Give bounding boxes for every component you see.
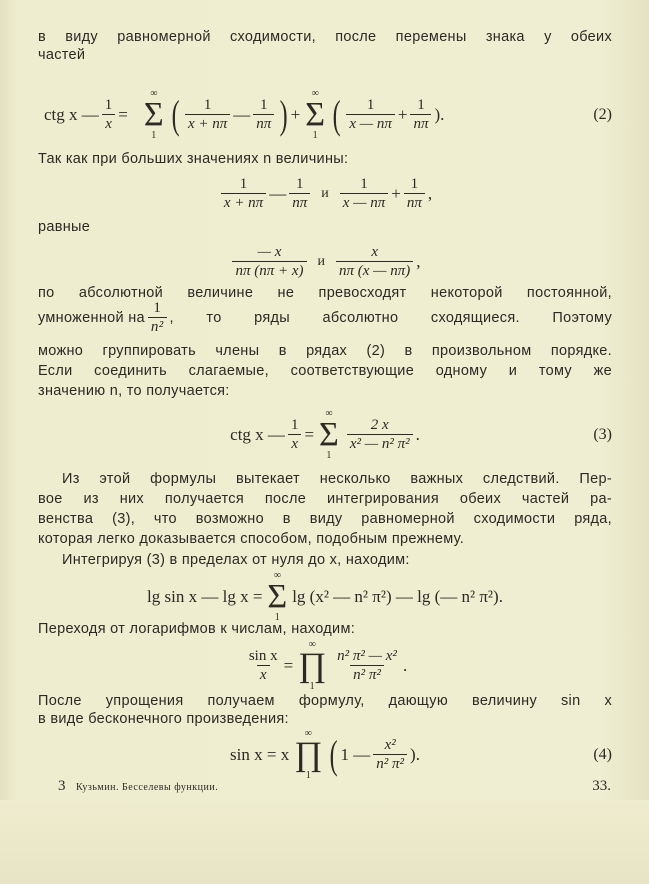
math-text: n²	[148, 317, 167, 336]
math-text: 1	[366, 97, 375, 113]
fraction	[340, 176, 389, 212]
math-text: ∞	[150, 88, 158, 99]
math-text: 1	[312, 130, 318, 141]
math-text: 1	[153, 300, 162, 316]
equation-4	[38, 726, 612, 784]
text-line: можно группировать члены в рядах (2) в произвольном порядке.	[38, 343, 612, 359]
math-text: ).	[434, 105, 445, 124]
math-text: (	[329, 732, 338, 777]
math-text: nπ	[253, 114, 274, 133]
math-text: x + nπ	[185, 114, 230, 133]
math-text: 1	[104, 97, 113, 113]
math-text: x	[288, 434, 301, 453]
text-line: Так как при больших значениях n величины:	[38, 151, 349, 167]
equation-product	[38, 638, 612, 694]
text-line: Интегрируя (3) в пределах от нуля до x, находим:	[62, 552, 410, 568]
math-text: x — nπ	[346, 114, 395, 133]
math-text: 1	[260, 97, 268, 113]
math-text: Σ	[319, 416, 339, 453]
page-number: 33.	[592, 778, 611, 794]
math-text: nπ	[289, 193, 310, 212]
fraction	[246, 648, 281, 684]
math-text: ∞	[304, 728, 312, 739]
math-text: ∏	[294, 736, 323, 773]
math-text: .	[415, 425, 420, 444]
math-text: ∏	[298, 647, 327, 684]
math-text: nπ (nπ + x)	[232, 261, 306, 280]
math-text: 2 x	[370, 417, 389, 433]
fraction	[102, 97, 116, 133]
fraction	[373, 737, 407, 773]
math-text: n² π² — x²	[337, 648, 397, 664]
fraction	[148, 300, 167, 336]
math-text: Σ	[305, 96, 326, 133]
product-operator	[298, 640, 326, 692]
equation-b	[38, 240, 612, 284]
text-line: которая легко доказывается способом, подобным прежнему.	[38, 531, 465, 547]
fraction	[410, 97, 431, 133]
math-text: sin x	[248, 648, 278, 664]
fraction	[334, 648, 400, 684]
math-text: — x	[257, 244, 282, 260]
fraction	[221, 176, 266, 212]
math-text: x — nπ	[340, 193, 389, 212]
math-text: ∞	[311, 88, 319, 99]
math-text: умноженной на	[38, 309, 145, 326]
text-line: венства (3), что возможно в виду равномерной сходимости ряда,	[38, 511, 612, 527]
math-text: 1	[274, 612, 280, 623]
math-text: 1	[410, 176, 419, 192]
math-text: , то ряды абсолютно сходящиеся. Поэтому	[169, 310, 612, 326]
math-text: nπ (x — nπ)	[336, 261, 413, 280]
math-text: nπ	[410, 114, 431, 133]
sum-operator	[267, 571, 287, 623]
math-text: x	[371, 244, 378, 260]
math-text: lg (x² — n² π²) — lg (— n² π²).	[292, 587, 503, 606]
fraction	[253, 97, 274, 133]
math-text: x	[257, 665, 270, 684]
math-text: ∞	[308, 639, 316, 650]
math-text: 1	[417, 97, 425, 113]
math-text: +	[397, 105, 408, 124]
equation-log	[38, 570, 612, 624]
fraction	[404, 176, 425, 212]
math-text: 1	[295, 176, 304, 192]
signature-mark: 3	[58, 778, 66, 794]
text-line: в виде бесконечного произведения:	[38, 711, 289, 727]
math-text: x² — n² π²	[347, 434, 413, 453]
equation-label: (3)	[593, 426, 612, 443]
math-text: =	[283, 656, 294, 675]
math-text: 1 —	[340, 745, 371, 764]
fraction	[289, 176, 310, 212]
math-text: x + nπ	[221, 193, 266, 212]
sum-operator	[319, 409, 339, 461]
text-line: частей	[38, 47, 86, 63]
math-text: ,	[427, 184, 433, 203]
fraction	[185, 97, 230, 133]
text-line: равные	[38, 219, 91, 235]
text-line: по абсолютной величине не превосходят некоторой постоянной,	[38, 285, 612, 301]
equation-a	[38, 172, 612, 216]
math-text: n² π²	[350, 665, 384, 684]
math-text: ).	[410, 745, 420, 764]
math-text: ∞	[325, 408, 333, 419]
math-text: sin x = x	[230, 745, 290, 764]
math-text: =	[118, 105, 128, 124]
text-line: значению n, то получается:	[38, 383, 230, 399]
math-text: 1	[305, 770, 311, 781]
math-text: lg sin x — lg x =	[147, 587, 263, 606]
math-text: )	[279, 92, 288, 137]
math-text: ∞	[273, 570, 281, 581]
running-footer: Кузьмин. Бесселевы функции.	[76, 782, 219, 793]
math-text: nπ	[404, 193, 425, 212]
math-text: 1	[151, 130, 157, 141]
math-text: 1	[203, 97, 212, 113]
math-text: =	[304, 425, 315, 444]
fraction	[336, 244, 413, 280]
fraction	[232, 244, 306, 280]
math-text: +	[391, 184, 401, 203]
equation-2	[38, 84, 618, 146]
product-operator	[294, 729, 322, 781]
fraction	[347, 417, 413, 453]
math-text: ctg x —	[44, 105, 99, 124]
text-line	[38, 300, 612, 336]
math-text: (	[332, 92, 341, 137]
math-text: и	[317, 254, 326, 269]
sum-operator	[305, 89, 325, 141]
math-text: —	[269, 184, 287, 203]
fraction	[288, 417, 302, 453]
math-text: ,	[416, 252, 421, 271]
math-text: x²	[384, 737, 396, 753]
math-text: 1	[290, 417, 299, 433]
fraction	[346, 97, 395, 133]
sum-operator	[144, 89, 164, 141]
math-text: и	[321, 186, 329, 201]
math-text: ctg x —	[230, 425, 285, 444]
math-text: 1	[326, 450, 332, 461]
math-text: n² π²	[373, 754, 407, 773]
math-text: 1	[309, 681, 315, 692]
math-text: Σ	[143, 96, 164, 133]
math-text: Σ	[267, 578, 288, 615]
page-margin	[0, 800, 649, 884]
equation-3	[38, 404, 612, 466]
text-line: Если соединить слагаемые, соответствующие одному и тому же	[38, 363, 612, 379]
math-text: 1	[239, 176, 248, 192]
math-text: 1	[360, 176, 368, 192]
text-line: Переходя от логарифмов к числам, находим:	[38, 621, 356, 637]
equation-label: (4)	[593, 746, 612, 763]
math-text: +	[290, 105, 301, 124]
text-line: вое из них получается после интегрирования обеих частей ра-	[38, 491, 612, 507]
text-line: После упрощения получаем формулу, дающую величину sin x	[38, 693, 612, 709]
equation-label: (2)	[593, 106, 612, 123]
math-text: —	[233, 105, 251, 124]
math-text: x	[102, 114, 115, 133]
math-text: (	[171, 92, 180, 137]
math-text: .	[402, 656, 408, 675]
text-line: в виду равномерной сходимости, после перемены знака у обеих	[38, 29, 612, 45]
text-line: Из этой формулы вытекает несколько важных следствий. Пер-	[62, 471, 612, 487]
